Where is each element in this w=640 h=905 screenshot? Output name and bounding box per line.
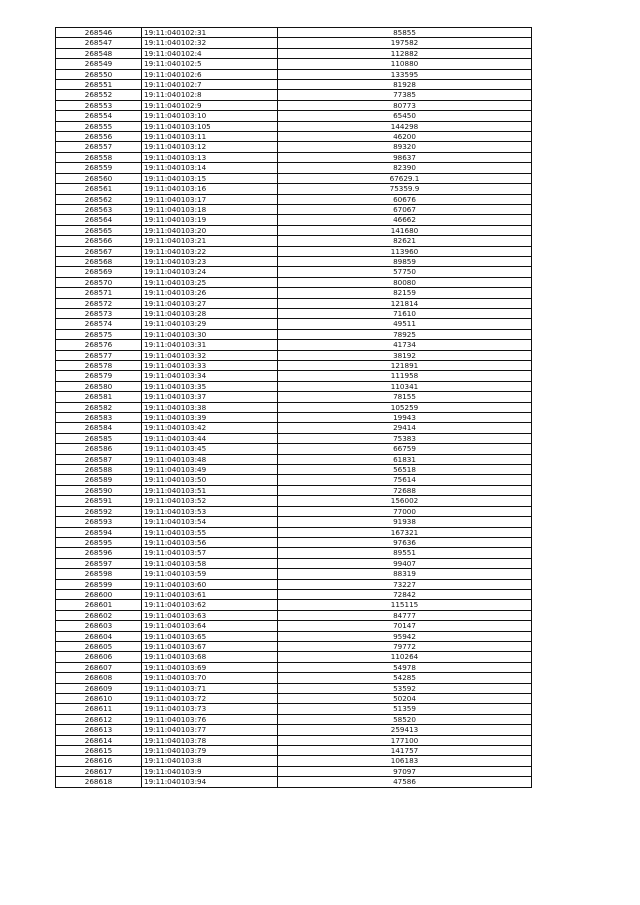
cell-cadastral-number: 19:11:040103:55 xyxy=(142,527,278,537)
cell-value: 80080 xyxy=(278,277,532,287)
cell-value: 70147 xyxy=(278,621,532,631)
cell-row-number: 268568 xyxy=(56,256,142,266)
cell-cadastral-number: 19:11:040103:20 xyxy=(142,225,278,235)
cell-value: 67629.1 xyxy=(278,173,532,183)
cell-cadastral-number: 19:11:040103:72 xyxy=(142,694,278,704)
cell-value: 77385 xyxy=(278,90,532,100)
cell-row-number: 268570 xyxy=(56,277,142,287)
cell-value: 84777 xyxy=(278,610,532,620)
cell-cadastral-number: 19:11:040103:37 xyxy=(142,392,278,402)
table-row xyxy=(56,600,532,610)
cell-row-number: 268589 xyxy=(56,475,142,485)
cell-value: 82621 xyxy=(278,236,532,246)
cell-cadastral-number: 19:11:040103:42 xyxy=(142,423,278,433)
cell-cadastral-number: 19:11:040102:8 xyxy=(142,90,278,100)
cell-value: 54285 xyxy=(278,673,532,683)
cell-row-number: 268587 xyxy=(56,454,142,464)
cell-value: 177100 xyxy=(278,735,532,745)
cell-value: 67067 xyxy=(278,204,532,214)
table-row xyxy=(56,413,532,423)
cell-cadastral-number: 19:11:040103:53 xyxy=(142,506,278,516)
table-row xyxy=(56,381,532,391)
table-row xyxy=(56,496,532,506)
cell-value: 115115 xyxy=(278,600,532,610)
cell-cadastral-number: 19:11:040103:52 xyxy=(142,496,278,506)
cell-row-number: 268583 xyxy=(56,413,142,423)
cell-cadastral-number: 19:11:040103:105 xyxy=(142,121,278,131)
cell-row-number: 268582 xyxy=(56,402,142,412)
cell-row-number: 268610 xyxy=(56,694,142,704)
table-row xyxy=(56,746,532,756)
table-row xyxy=(56,475,532,485)
cell-cadastral-number: 19:11:040103:69 xyxy=(142,662,278,672)
cell-row-number: 268575 xyxy=(56,329,142,339)
cell-row-number: 268560 xyxy=(56,173,142,183)
cell-row-number: 268558 xyxy=(56,152,142,162)
cell-row-number: 268565 xyxy=(56,225,142,235)
cell-value: 85855 xyxy=(278,28,532,38)
cell-row-number: 268562 xyxy=(56,194,142,204)
cell-cadastral-number: 19:11:040103:45 xyxy=(142,444,278,454)
cell-value: 54978 xyxy=(278,662,532,672)
table-row xyxy=(56,298,532,308)
table-row xyxy=(56,610,532,620)
table-row xyxy=(56,308,532,318)
table-row xyxy=(56,319,532,329)
table-row xyxy=(56,527,532,537)
cell-value: 77000 xyxy=(278,506,532,516)
cell-value: 197582 xyxy=(278,38,532,48)
cell-value: 133595 xyxy=(278,69,532,79)
cell-cadastral-number: 19:11:040103:22 xyxy=(142,246,278,256)
cell-value: 58520 xyxy=(278,714,532,724)
document-page xyxy=(55,27,531,788)
cell-value: 97636 xyxy=(278,537,532,547)
table-row xyxy=(56,152,532,162)
table-row xyxy=(56,704,532,714)
cell-cadastral-number: 19:11:040103:70 xyxy=(142,673,278,683)
table-row xyxy=(56,589,532,599)
cell-row-number: 268595 xyxy=(56,537,142,547)
cell-row-number: 268584 xyxy=(56,423,142,433)
cell-row-number: 268615 xyxy=(56,746,142,756)
cell-cadastral-number: 19:11:040103:9 xyxy=(142,766,278,776)
cell-cadastral-number: 19:11:040103:29 xyxy=(142,319,278,329)
cell-cadastral-number: 19:11:040103:24 xyxy=(142,267,278,277)
cell-value: 98637 xyxy=(278,152,532,162)
table-row xyxy=(56,694,532,704)
table-row xyxy=(56,267,532,277)
table-row xyxy=(56,38,532,48)
cell-row-number: 268564 xyxy=(56,215,142,225)
cell-row-number: 268588 xyxy=(56,465,142,475)
table-row xyxy=(56,777,532,787)
cell-row-number: 268563 xyxy=(56,204,142,214)
cell-cadastral-number: 19:11:040103:8 xyxy=(142,756,278,766)
cell-value: 81928 xyxy=(278,80,532,90)
table-row xyxy=(56,517,532,527)
cell-row-number: 268552 xyxy=(56,90,142,100)
table-row xyxy=(56,288,532,298)
cell-row-number: 268592 xyxy=(56,506,142,516)
cell-row-number: 268553 xyxy=(56,100,142,110)
table-row xyxy=(56,548,532,558)
cell-cadastral-number: 19:11:040103:13 xyxy=(142,152,278,162)
cell-cadastral-number: 19:11:040103:35 xyxy=(142,381,278,391)
cell-value: 167321 xyxy=(278,527,532,537)
cell-value: 110341 xyxy=(278,381,532,391)
table-row xyxy=(56,641,532,651)
cell-value: 88319 xyxy=(278,569,532,579)
cell-value: 73227 xyxy=(278,579,532,589)
cell-value: 89551 xyxy=(278,548,532,558)
cell-row-number: 268574 xyxy=(56,319,142,329)
cell-value: 89320 xyxy=(278,142,532,152)
table-row xyxy=(56,465,532,475)
cell-row-number: 268616 xyxy=(56,756,142,766)
cell-row-number: 268598 xyxy=(56,569,142,579)
table-row xyxy=(56,69,532,79)
cell-row-number: 268578 xyxy=(56,361,142,371)
cell-cadastral-number: 19:11:040102:4 xyxy=(142,48,278,58)
cell-value: 95942 xyxy=(278,631,532,641)
cell-row-number: 268590 xyxy=(56,485,142,495)
cell-cadastral-number: 19:11:040103:23 xyxy=(142,256,278,266)
table-row xyxy=(56,579,532,589)
table-row xyxy=(56,361,532,371)
cell-cadastral-number: 19:11:040103:14 xyxy=(142,163,278,173)
cell-value: 41734 xyxy=(278,340,532,350)
cell-value: 91938 xyxy=(278,517,532,527)
cell-row-number: 268566 xyxy=(56,236,142,246)
cell-value: 72842 xyxy=(278,589,532,599)
cell-value: 51359 xyxy=(278,704,532,714)
table-row xyxy=(56,652,532,662)
cell-cadastral-number: 19:11:040103:73 xyxy=(142,704,278,714)
table-row xyxy=(56,683,532,693)
table-row xyxy=(56,756,532,766)
cell-cadastral-number: 19:11:040103:58 xyxy=(142,558,278,568)
table-row xyxy=(56,194,532,204)
cell-row-number: 268605 xyxy=(56,641,142,651)
table-row xyxy=(56,80,532,90)
cell-cadastral-number: 19:11:040103:68 xyxy=(142,652,278,662)
cell-cadastral-number: 19:11:040103:25 xyxy=(142,277,278,287)
table-row xyxy=(56,132,532,142)
cell-value: 46662 xyxy=(278,215,532,225)
cell-value: 71610 xyxy=(278,308,532,318)
cell-cadastral-number: 19:11:040103:39 xyxy=(142,413,278,423)
cell-row-number: 268557 xyxy=(56,142,142,152)
cell-row-number: 268599 xyxy=(56,579,142,589)
table-row xyxy=(56,48,532,58)
cell-value: 141757 xyxy=(278,746,532,756)
cell-row-number: 268567 xyxy=(56,246,142,256)
cell-value: 111958 xyxy=(278,371,532,381)
table-row xyxy=(56,340,532,350)
cell-row-number: 268611 xyxy=(56,704,142,714)
table-row xyxy=(56,121,532,131)
cell-value: 78925 xyxy=(278,329,532,339)
cell-row-number: 268608 xyxy=(56,673,142,683)
cell-row-number: 268571 xyxy=(56,288,142,298)
cell-value: 97097 xyxy=(278,766,532,776)
cell-cadastral-number: 19:11:040103:50 xyxy=(142,475,278,485)
cell-value: 144298 xyxy=(278,121,532,131)
table-row xyxy=(56,621,532,631)
cell-cadastral-number: 19:11:040103:44 xyxy=(142,433,278,443)
table-row xyxy=(56,225,532,235)
cell-cadastral-number: 19:11:040103:18 xyxy=(142,204,278,214)
cell-cadastral-number: 19:11:040102:9 xyxy=(142,100,278,110)
cell-value: 47586 xyxy=(278,777,532,787)
cell-value: 19943 xyxy=(278,413,532,423)
cell-value: 78155 xyxy=(278,392,532,402)
cell-cadastral-number: 19:11:040103:48 xyxy=(142,454,278,464)
cell-value: 99407 xyxy=(278,558,532,568)
table-row xyxy=(56,423,532,433)
cell-row-number: 268593 xyxy=(56,517,142,527)
cell-cadastral-number: 19:11:040102:5 xyxy=(142,59,278,69)
cell-value: 38192 xyxy=(278,350,532,360)
cell-row-number: 268573 xyxy=(56,308,142,318)
cell-value: 79772 xyxy=(278,641,532,651)
cell-value: 156002 xyxy=(278,496,532,506)
cell-cadastral-number: 19:11:040103:67 xyxy=(142,641,278,651)
table-row xyxy=(56,204,532,214)
cell-value: 66759 xyxy=(278,444,532,454)
table-row xyxy=(56,163,532,173)
cell-value: 56518 xyxy=(278,465,532,475)
cell-value: 89859 xyxy=(278,256,532,266)
cell-value: 112882 xyxy=(278,48,532,58)
cell-cadastral-number: 19:11:040103:59 xyxy=(142,569,278,579)
cell-row-number: 268547 xyxy=(56,38,142,48)
cell-row-number: 268555 xyxy=(56,121,142,131)
cell-row-number: 268581 xyxy=(56,392,142,402)
cell-cadastral-number: 19:11:040103:64 xyxy=(142,621,278,631)
cell-row-number: 268569 xyxy=(56,267,142,277)
cell-cadastral-number: 19:11:040103:10 xyxy=(142,111,278,121)
cell-cadastral-number: 19:11:040103:19 xyxy=(142,215,278,225)
cell-value: 105259 xyxy=(278,402,532,412)
table-row xyxy=(56,725,532,735)
cell-value: 75614 xyxy=(278,475,532,485)
table-row xyxy=(56,402,532,412)
cell-cadastral-number: 19:11:040103:28 xyxy=(142,308,278,318)
cell-cadastral-number: 19:11:040102:32 xyxy=(142,38,278,48)
table-row xyxy=(56,90,532,100)
cell-cadastral-number: 19:11:040103:12 xyxy=(142,142,278,152)
table-row xyxy=(56,215,532,225)
cell-row-number: 268576 xyxy=(56,340,142,350)
table-row xyxy=(56,673,532,683)
cell-row-number: 268607 xyxy=(56,662,142,672)
cell-value: 75383 xyxy=(278,433,532,443)
cell-row-number: 268554 xyxy=(56,111,142,121)
table-row xyxy=(56,236,532,246)
table-row xyxy=(56,454,532,464)
cell-cadastral-number: 19:11:040102:7 xyxy=(142,80,278,90)
cell-row-number: 268577 xyxy=(56,350,142,360)
cell-value: 61831 xyxy=(278,454,532,464)
cell-cadastral-number: 19:11:040102:31 xyxy=(142,28,278,38)
cell-value: 46200 xyxy=(278,132,532,142)
cell-cadastral-number: 19:11:040103:57 xyxy=(142,548,278,558)
data-table xyxy=(55,27,532,788)
table-row xyxy=(56,256,532,266)
cell-value: 110880 xyxy=(278,59,532,69)
cell-value: 65450 xyxy=(278,111,532,121)
cell-row-number: 268550 xyxy=(56,69,142,79)
table-row xyxy=(56,662,532,672)
cell-row-number: 268600 xyxy=(56,589,142,599)
table-row xyxy=(56,28,532,38)
cell-cadastral-number: 19:11:040103:94 xyxy=(142,777,278,787)
cell-cadastral-number: 19:11:040103:63 xyxy=(142,610,278,620)
cell-cadastral-number: 19:11:040103:34 xyxy=(142,371,278,381)
table-row xyxy=(56,631,532,641)
cell-value: 49511 xyxy=(278,319,532,329)
cell-cadastral-number: 19:11:040103:27 xyxy=(142,298,278,308)
cell-value: 259413 xyxy=(278,725,532,735)
table-body xyxy=(56,28,532,788)
table-row xyxy=(56,329,532,339)
cell-row-number: 268559 xyxy=(56,163,142,173)
cell-value: 29414 xyxy=(278,423,532,433)
cell-value: 57750 xyxy=(278,267,532,277)
cell-value: 72688 xyxy=(278,485,532,495)
cell-row-number: 268591 xyxy=(56,496,142,506)
cell-value: 75359.9 xyxy=(278,184,532,194)
cell-value: 141680 xyxy=(278,225,532,235)
cell-value: 82159 xyxy=(278,288,532,298)
cell-cadastral-number: 19:11:040103:79 xyxy=(142,746,278,756)
cell-cadastral-number: 19:11:040102:6 xyxy=(142,69,278,79)
cell-cadastral-number: 19:11:040103:31 xyxy=(142,340,278,350)
cell-cadastral-number: 19:11:040103:26 xyxy=(142,288,278,298)
cell-row-number: 268614 xyxy=(56,735,142,745)
cell-row-number: 268548 xyxy=(56,48,142,58)
cell-cadastral-number: 19:11:040103:15 xyxy=(142,173,278,183)
cell-value: 110264 xyxy=(278,652,532,662)
cell-cadastral-number: 19:11:040103:62 xyxy=(142,600,278,610)
cell-row-number: 268586 xyxy=(56,444,142,454)
table-row xyxy=(56,277,532,287)
cell-row-number: 268556 xyxy=(56,132,142,142)
cell-cadastral-number: 19:11:040103:61 xyxy=(142,589,278,599)
table-row xyxy=(56,142,532,152)
cell-value: 106183 xyxy=(278,756,532,766)
table-row xyxy=(56,246,532,256)
table-row xyxy=(56,714,532,724)
table-row xyxy=(56,537,532,547)
cell-row-number: 268601 xyxy=(56,600,142,610)
cell-cadastral-number: 19:11:040103:78 xyxy=(142,735,278,745)
table-row xyxy=(56,485,532,495)
cell-row-number: 268579 xyxy=(56,371,142,381)
cell-value: 121814 xyxy=(278,298,532,308)
cell-row-number: 268609 xyxy=(56,683,142,693)
cell-cadastral-number: 19:11:040103:30 xyxy=(142,329,278,339)
cell-cadastral-number: 19:11:040103:65 xyxy=(142,631,278,641)
cell-value: 50204 xyxy=(278,694,532,704)
table-row xyxy=(56,371,532,381)
cell-value: 113960 xyxy=(278,246,532,256)
cell-row-number: 268561 xyxy=(56,184,142,194)
cell-value: 80773 xyxy=(278,100,532,110)
cell-row-number: 268612 xyxy=(56,714,142,724)
cell-cadastral-number: 19:11:040103:11 xyxy=(142,132,278,142)
table-row xyxy=(56,173,532,183)
table-row xyxy=(56,506,532,516)
cell-row-number: 268594 xyxy=(56,527,142,537)
cell-cadastral-number: 19:11:040103:54 xyxy=(142,517,278,527)
table-row xyxy=(56,735,532,745)
cell-row-number: 268597 xyxy=(56,558,142,568)
table-row xyxy=(56,350,532,360)
table-row xyxy=(56,558,532,568)
cell-value: 53592 xyxy=(278,683,532,693)
table-row xyxy=(56,111,532,121)
cell-cadastral-number: 19:11:040103:60 xyxy=(142,579,278,589)
cell-row-number: 268572 xyxy=(56,298,142,308)
cell-cadastral-number: 19:11:040103:56 xyxy=(142,537,278,547)
cell-row-number: 268618 xyxy=(56,777,142,787)
cell-row-number: 268585 xyxy=(56,433,142,443)
cell-cadastral-number: 19:11:040103:71 xyxy=(142,683,278,693)
table-row xyxy=(56,433,532,443)
cell-row-number: 268613 xyxy=(56,725,142,735)
cell-cadastral-number: 19:11:040103:77 xyxy=(142,725,278,735)
cell-row-number: 268604 xyxy=(56,631,142,641)
cell-cadastral-number: 19:11:040103:33 xyxy=(142,361,278,371)
cell-row-number: 268546 xyxy=(56,28,142,38)
cell-row-number: 268603 xyxy=(56,621,142,631)
cell-cadastral-number: 19:11:040103:38 xyxy=(142,402,278,412)
cell-cadastral-number: 19:11:040103:21 xyxy=(142,236,278,246)
cell-cadastral-number: 19:11:040103:51 xyxy=(142,485,278,495)
table-row xyxy=(56,100,532,110)
cell-row-number: 268606 xyxy=(56,652,142,662)
cell-row-number: 268551 xyxy=(56,80,142,90)
cell-value: 60676 xyxy=(278,194,532,204)
table-row xyxy=(56,184,532,194)
table-row xyxy=(56,59,532,69)
cell-row-number: 268549 xyxy=(56,59,142,69)
cell-cadastral-number: 19:11:040103:17 xyxy=(142,194,278,204)
table-row xyxy=(56,392,532,402)
table-row xyxy=(56,569,532,579)
cell-cadastral-number: 19:11:040103:76 xyxy=(142,714,278,724)
cell-value: 82390 xyxy=(278,163,532,173)
cell-cadastral-number: 19:11:040103:16 xyxy=(142,184,278,194)
table-row xyxy=(56,766,532,776)
cell-cadastral-number: 19:11:040103:32 xyxy=(142,350,278,360)
cell-cadastral-number: 19:11:040103:49 xyxy=(142,465,278,475)
cell-row-number: 268617 xyxy=(56,766,142,776)
table-row xyxy=(56,444,532,454)
cell-row-number: 268596 xyxy=(56,548,142,558)
cell-row-number: 268602 xyxy=(56,610,142,620)
cell-row-number: 268580 xyxy=(56,381,142,391)
cell-value: 121891 xyxy=(278,361,532,371)
